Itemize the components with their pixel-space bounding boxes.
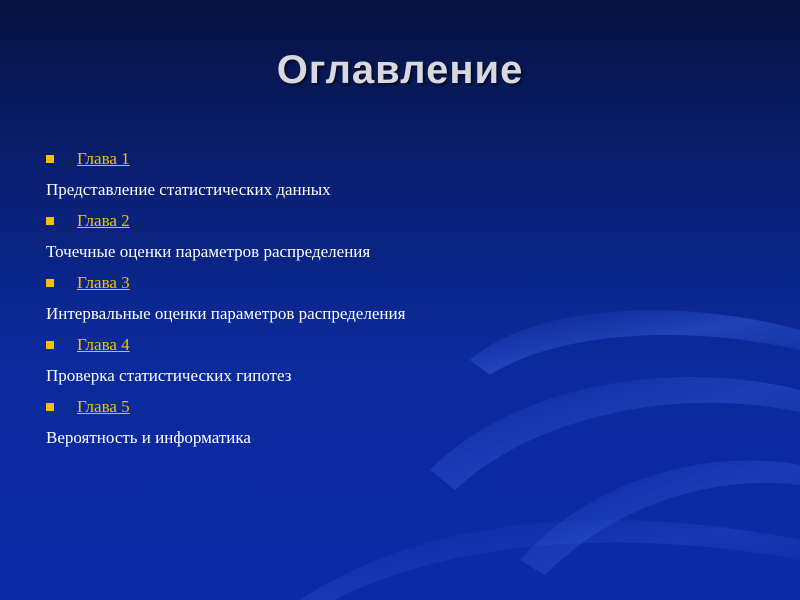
chapter-3-description: Интервальные оценки параметров распределения bbox=[46, 303, 406, 323]
chapter-1-description: Представление статистических данных bbox=[46, 179, 331, 199]
chapter-row-5 bbox=[46, 391, 746, 422]
square-bullet-icon bbox=[46, 217, 54, 225]
square-bullet-icon bbox=[46, 403, 54, 411]
chapter-row-2 bbox=[46, 205, 746, 236]
chapter-3-link[interactable]: Глава 3 bbox=[77, 272, 130, 292]
chapter-4-link[interactable]: Глава 4 bbox=[77, 334, 130, 354]
chapter-1-link[interactable]: Глава 1 bbox=[77, 148, 130, 168]
chapter-2-description: Точечные оценки параметров распределения bbox=[46, 241, 371, 261]
chapter-row-1 bbox=[46, 143, 746, 174]
table-of-contents bbox=[46, 143, 746, 453]
chapter-5-link[interactable]: Глава 5 bbox=[77, 396, 130, 416]
chapter-row-3 bbox=[46, 267, 746, 298]
chapter-4-description: Проверка статистических гипотез bbox=[46, 365, 292, 385]
square-bullet-icon bbox=[46, 279, 54, 287]
chapter-5-description: Вероятность и информатика bbox=[46, 427, 251, 447]
square-bullet-icon bbox=[46, 341, 54, 349]
page-title: Оглавление bbox=[276, 48, 524, 92]
square-bullet-icon bbox=[46, 155, 54, 163]
chapter-2-link[interactable]: Глава 2 bbox=[77, 210, 130, 230]
chapter-row-4 bbox=[46, 329, 746, 360]
